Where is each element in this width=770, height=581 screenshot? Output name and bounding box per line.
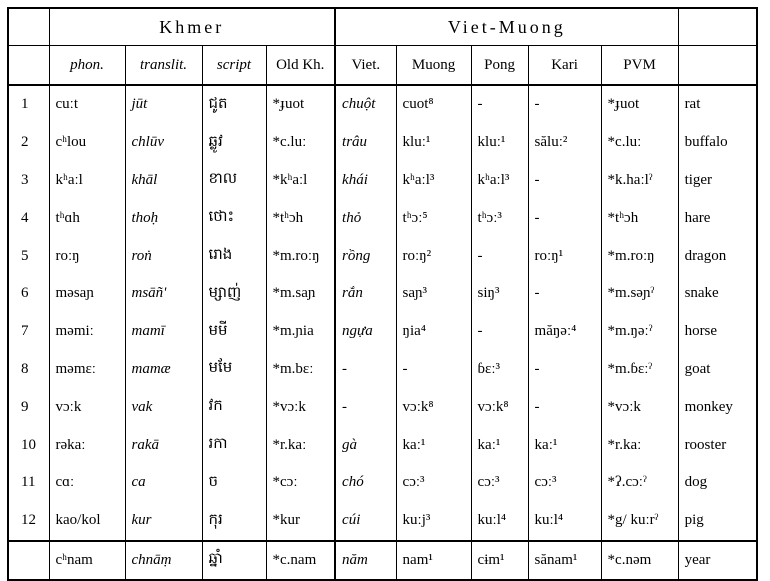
cell-gloss: year [678,541,757,581]
cell-muong: saɲ³ [396,275,471,313]
cell-viet: khái [335,162,396,200]
table-row [8,199,757,237]
cell-num: 5 [8,237,49,275]
cell-viet: thỏ [335,199,396,237]
cell-num: 3 [8,162,49,200]
cell-pvm: *c.luː [601,124,678,162]
cell-num: 11 [8,464,49,502]
cell-kari: kuːl⁴ [528,502,601,541]
cell-phon: məmiː [49,313,125,351]
cell-translit: rakā [125,426,202,464]
cell-gloss: tiger [678,162,757,200]
cell-gloss: monkey [678,388,757,426]
cell-kari: - [528,85,601,124]
cell-viet: chó [335,464,396,502]
cell-pong: ɓɛː³ [471,351,528,389]
cell-pong: cɔː³ [471,464,528,502]
cell-script: រកា [202,426,266,464]
cell-num: 9 [8,388,49,426]
cell-pong: kʰaːl³ [471,162,528,200]
cell-pong: tʰɔː³ [471,199,528,237]
cell-pong: kluː¹ [471,124,528,162]
cell-kari: - [528,199,601,237]
cell-num [8,541,49,581]
cell-oldkh: *m.roːŋ [266,237,335,275]
cell-translit: jūt [125,85,202,124]
cell-gloss: horse [678,313,757,351]
cell-script: រោង [202,237,266,275]
cell-translit: chnāṃ [125,541,202,581]
cell-gloss: pig [678,502,757,541]
cell-viet: trâu [335,124,396,162]
cell-num: 8 [8,351,49,389]
cell-pvm: *ʔ.cɔːˀ [601,464,678,502]
cell-script: ច [202,464,266,502]
cell-script: វក [202,388,266,426]
cell-pvm: *m.roːŋ [601,237,678,275]
cell-viet: - [335,388,396,426]
cell-kari: - [528,388,601,426]
cell-kari: măŋəː⁴ [528,313,601,351]
cell-translit: mamī [125,313,202,351]
cell-num: 7 [8,313,49,351]
cell-oldkh: *kur [266,502,335,541]
cell-script: ជូត [202,85,266,124]
cell-oldkh: *m.bɛː [266,351,335,389]
table-row [8,237,757,275]
cell-muong: kluː¹ [396,124,471,162]
cell-muong: - [396,351,471,389]
cell-viet: ngựa [335,313,396,351]
cell-oldkh: *kʰaːl [266,162,335,200]
table-row [8,388,757,426]
table-row [8,502,757,541]
cell-gloss: buffalo [678,124,757,162]
cell-gloss: rat [678,85,757,124]
cell-phon: məmɛː [49,351,125,389]
cell-phon: roːŋ [49,237,125,275]
table-row [8,85,757,124]
cell-script: ឆ្លូវ [202,124,266,162]
table-row [8,275,757,313]
table-row [8,426,757,464]
cell-oldkh: *tʰɔh [266,199,335,237]
corner-cell-right [678,8,757,46]
cell-pvm: *k.haːlˀ [601,162,678,200]
cell-gloss: dog [678,464,757,502]
cell-translit: khāl [125,162,202,200]
cell-phon: rəkaː [49,426,125,464]
cell-muong: roːŋ² [396,237,471,275]
khmer-group-header: Khmer [49,8,335,46]
cell-muong: kuːj³ [396,502,471,541]
cell-pong: - [471,85,528,124]
cell-kari: sănam¹ [528,541,601,581]
cell-muong: cuot⁸ [396,85,471,124]
cell-gloss: dragon [678,237,757,275]
cell-script: ម្សាញ់ [202,275,266,313]
cell-oldkh: *vɔːk [266,388,335,426]
cell-translit: vak [125,388,202,426]
cell-viet: - [335,351,396,389]
cell-num: 12 [8,502,49,541]
col-header-phon: phon. [49,46,125,86]
cell-muong: vɔːk⁸ [396,388,471,426]
cell-gloss: goat [678,351,757,389]
cell-muong: ŋia⁴ [396,313,471,351]
cell-pvm: *m.ŋəːˀ [601,313,678,351]
cell-phon: vɔːk [49,388,125,426]
cell-pvm: *r.kaː [601,426,678,464]
cell-oldkh: *r.kaː [266,426,335,464]
col-header-muong: Muong [396,46,471,86]
cell-kari: cɔː³ [528,464,601,502]
cell-viet: năm [335,541,396,581]
group-header-row [8,8,757,46]
col-header-pong: Pong [471,46,528,86]
cell-phon: məsaɲ [49,275,125,313]
cell-kari: săluː² [528,124,601,162]
cell-num: 2 [8,124,49,162]
comparison-table [7,7,758,581]
cell-phon: kao/kol [49,502,125,541]
cell-script: ខាល [202,162,266,200]
cell-pong: cɨm¹ [471,541,528,581]
cell-translit: mamæ [125,351,202,389]
cell-muong: tʰɔː⁵ [396,199,471,237]
cell-pong: - [471,237,528,275]
cell-script: មមែ [202,351,266,389]
table-row [8,162,757,200]
cell-phon: tʰɑh [49,199,125,237]
cell-oldkh: *c.nam [266,541,335,581]
cell-num: 4 [8,199,49,237]
table-wrapper [7,7,758,581]
corner-cell [8,8,49,46]
cell-pong: - [471,313,528,351]
viet-muong-group-header: Viet-Muong [335,8,678,46]
cell-oldkh: *c.luː [266,124,335,162]
cell-translit: ca [125,464,202,502]
col-header-pvm: PVM [601,46,678,86]
cell-num: 1 [8,85,49,124]
cell-muong: nam¹ [396,541,471,581]
cell-num: 10 [8,426,49,464]
cell-muong: kaː¹ [396,426,471,464]
cell-pvm: *c.nəm [601,541,678,581]
cell-translit: kur [125,502,202,541]
cell-phon: cuːt [49,85,125,124]
cell-viet: cúi [335,502,396,541]
cell-kari: - [528,162,601,200]
cell-pvm: *tʰɔh [601,199,678,237]
table-row [8,124,757,162]
column-header-row [8,46,757,86]
col-header-translit: translit. [125,46,202,86]
cell-pong: vɔːk⁸ [471,388,528,426]
cell-oldkh: *cɔː [266,464,335,502]
cell-oldkh: *m.saɲ [266,275,335,313]
cell-gloss: hare [678,199,757,237]
cell-oldkh: *ɟuot [266,85,335,124]
cell-pong: siŋ³ [471,275,528,313]
cell-pvm: *m.ɓɛːˀ [601,351,678,389]
cell-pong: kuːl⁴ [471,502,528,541]
cell-kari: - [528,275,601,313]
cell-translit: thoḥ [125,199,202,237]
cell-gloss: rooster [678,426,757,464]
cell-translit: chlūv [125,124,202,162]
cell-translit: msāñ' [125,275,202,313]
table-row [8,313,757,351]
cell-pvm: *g/ kuːrˀ [601,502,678,541]
col-header-oldkh: Old Kh. [266,46,335,86]
cell-pvm: *ɟuot [601,85,678,124]
cell-kari: - [528,351,601,389]
cell-script: ថោះ [202,199,266,237]
cell-phon: cʰlou [49,124,125,162]
table-row [8,351,757,389]
cell-phon: kʰaːl [49,162,125,200]
cell-gloss: snake [678,275,757,313]
cell-kari: kaː¹ [528,426,601,464]
table-row [8,541,757,581]
cell-script: មមី [202,313,266,351]
cell-viet: rắn [335,275,396,313]
cell-phon: cʰnam [49,541,125,581]
cell-oldkh: *m.ɲia [266,313,335,351]
cell-muong: kʰaːl³ [396,162,471,200]
cell-viet: gà [335,426,396,464]
cell-viet: chuột [335,85,396,124]
cell-num: 6 [8,275,49,313]
cell-pvm: *vɔːk [601,388,678,426]
cell-pvm: *m.səɲˀ [601,275,678,313]
cell-phon: cɑː [49,464,125,502]
cell-viet: rồng [335,237,396,275]
table-row [8,464,757,502]
col-header-kari: Kari [528,46,601,86]
cell-script: កុរ [202,502,266,541]
col-header-script: script [202,46,266,86]
cell-script: ឆ្នាំ [202,541,266,581]
cell-kari: roːŋ¹ [528,237,601,275]
cell-pong: kaː¹ [471,426,528,464]
col-header-viet: Viet. [335,46,396,86]
cell-muong: cɔː³ [396,464,471,502]
cell-translit: roṅ [125,237,202,275]
